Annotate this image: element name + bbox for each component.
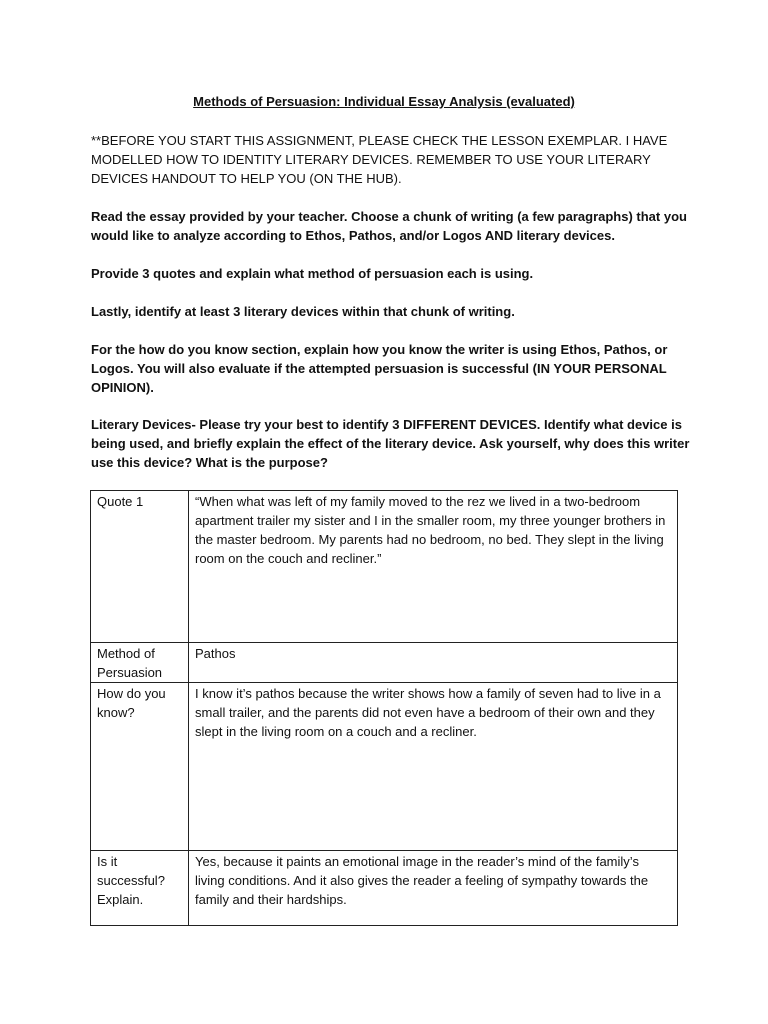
row-label-successful: Is it successful? Explain.	[91, 851, 189, 926]
table-row-how-do-you-know	[91, 683, 678, 851]
quote-analysis-table	[90, 490, 678, 926]
instruction-paragraph-literary-devices: Lastly, identify at least 3 literary devices within that chunk of writing.	[91, 304, 515, 319]
instruction-paragraph-exemplar: **BEFORE YOU START THIS ASSIGNMENT, PLEASE CHECK THE LESSON EXEMPLAR. I HAVE MODELLED HOW TO IDENTITY LITERARY DEVICES. REMEMBER TO USE YOUR LITERARY DEVICES HANDOUT TO HELP YOU (ON THE HUB).	[91, 133, 668, 186]
row-label-quote: Quote 1	[91, 491, 189, 643]
row-label-how-do-you-know: How do you know?	[91, 683, 189, 851]
successful-answer: Yes, because it paints an emotional image in the reader’s mind of the family’s living conditions. And it also gives the reader a feeling of sympathy towards the family and their hardships.	[189, 851, 678, 926]
row-label-method: Method of Persuasion	[91, 643, 189, 683]
quote-text: “When what was left of my family moved to the rez we lived in a two-bedroom apartment trailer my sister and I in the smaller room, my three younger brothers in the master bedroom. My parents had no bedroom, no bed. They slept in the living room on the couch and recliner.”	[189, 491, 678, 643]
method-value: Pathos	[189, 643, 678, 683]
how-do-you-know-answer: I know it’s pathos because the writer shows how a family of seven had to live in a small trailer, and the parents did not even have a bedroom of their own and they slept in the living room on a couch and a recliner.	[189, 683, 678, 851]
document-title: Methods of Persuasion: Individual Essay Analysis (evaluated)	[193, 94, 575, 109]
instruction-paragraph-read-essay: Read the essay provided by your teacher. Choose a chunk of writing (a few paragraphs) that you would like to analyze according to Ethos, Pathos, and/or Logos AND literary devices.	[91, 209, 687, 243]
instruction-paragraph-device-explanation: Literary Devices- Please try your best to identify 3 DIFFERENT DEVICES. Identify what device is being used, and briefly explain the effect of the literary device. Ask yourself, why does this writer use this device? What is the purpose?	[91, 417, 690, 470]
instruction-paragraph-quotes: Provide 3 quotes and explain what method of persuasion each is using.	[91, 266, 534, 281]
table-row-quote	[91, 491, 678, 643]
instruction-paragraph-how-do-you-know: For the how do you know section, explain how you know the writer is using Ethos, Pathos, or Logos. You will also evaluate if the attempted persuasion is successful (IN YOUR PERSONAL OPINION).	[91, 342, 668, 395]
table-row-method	[91, 643, 678, 683]
table-row-successful	[91, 851, 678, 926]
